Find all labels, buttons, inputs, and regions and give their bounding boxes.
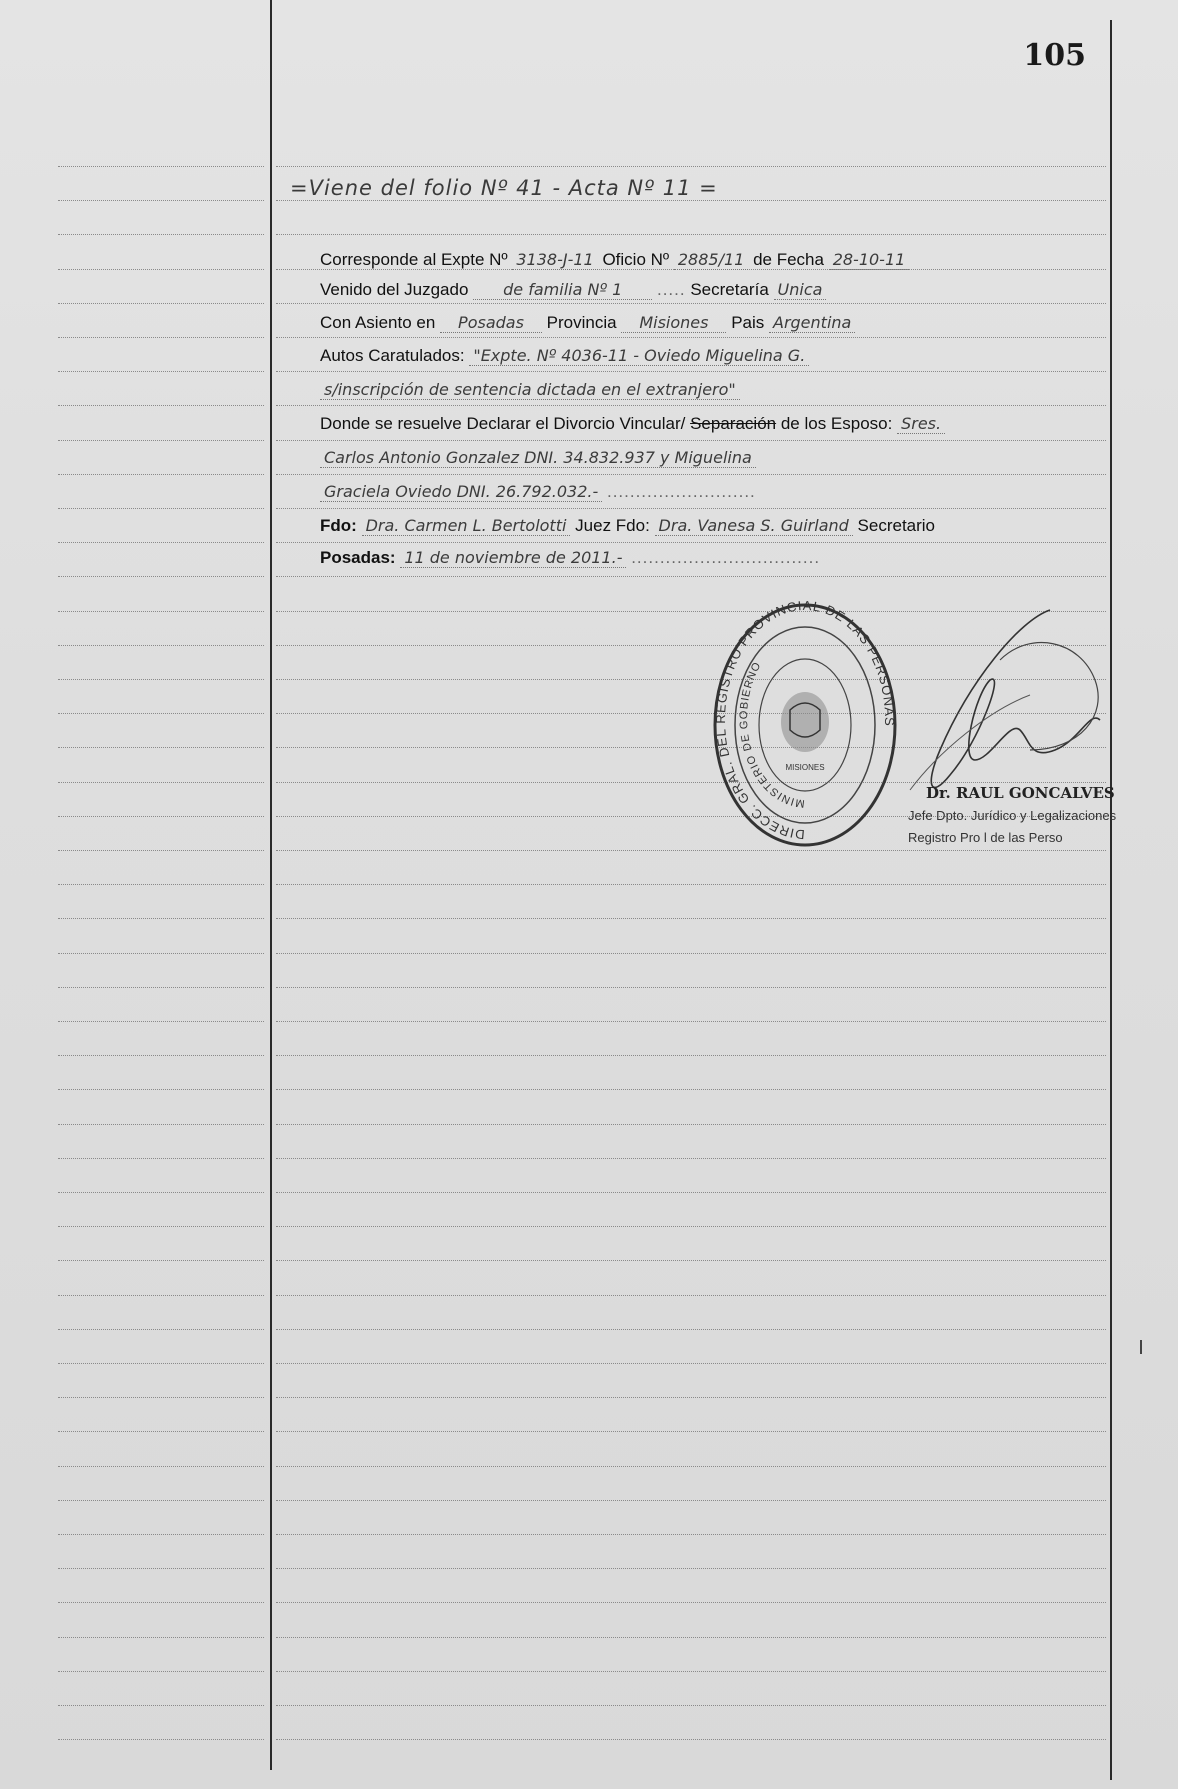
autos-line	[320, 346, 1060, 370]
main-rule-line	[276, 884, 1106, 885]
fdo-juez-value: Dra. Carmen L. Bertolotti	[362, 516, 571, 536]
left-rule-line	[58, 474, 264, 475]
left-rule-line	[58, 816, 264, 817]
left-rule-line	[58, 1158, 264, 1159]
main-rule-line	[276, 371, 1106, 372]
left-rule-line	[58, 953, 264, 954]
main-rule-line	[276, 1089, 1106, 1090]
secretaria-value: Unica	[774, 280, 827, 300]
donde-label: Donde se resuelve Declarar el Divorcio Vincular/	[320, 414, 686, 433]
esposos-value-2: Carlos Antonio Gonzalez DNI. 34.832.937 y Miguelina	[320, 448, 756, 468]
left-rule-line	[58, 1397, 264, 1398]
left-rule-line	[58, 1739, 264, 1740]
firmas-line	[320, 516, 1060, 540]
left-rule-line	[58, 1295, 264, 1296]
main-rule-line	[276, 987, 1106, 988]
left-rule-line	[58, 371, 264, 372]
fdo-secretario-value: Dra. Vanesa S. Guirland	[655, 516, 853, 536]
right-border-line	[1110, 20, 1112, 1780]
main-rule-line	[276, 1295, 1106, 1296]
left-rule-line	[58, 782, 264, 783]
stamp-center-text: MISIONES	[785, 763, 825, 772]
esposos-line-3: Graciela Oviedo DNI. 26.792.032.- ..........................	[320, 482, 1060, 506]
main-rule-line	[276, 1329, 1106, 1330]
oficio-value: 2885/11	[674, 250, 748, 270]
main-rule-line	[276, 953, 1106, 954]
left-rule-line	[58, 1021, 264, 1022]
left-rule-line	[58, 200, 264, 201]
autos-continuation-line	[320, 380, 1060, 404]
juzgado-value: de familia Nº 1	[473, 280, 652, 300]
left-rule-line	[58, 1055, 264, 1056]
main-rule-line	[276, 1363, 1106, 1364]
left-rule-line	[58, 440, 264, 441]
main-rule-line	[276, 850, 1106, 851]
main-rule-line	[276, 405, 1106, 406]
stamp-outer-text: DIRECC. GRAL. DEL REGISTRO PROVINCIAL DE LAS PERSONAS	[713, 600, 898, 843]
main-rule-line	[276, 1260, 1106, 1261]
secretario-label: Secretario	[857, 516, 936, 535]
esposos-line-2	[320, 448, 1060, 472]
main-rule-line	[276, 166, 1106, 167]
main-rule-line	[276, 1466, 1106, 1467]
main-rule-line	[276, 234, 1106, 235]
left-rule-line	[58, 747, 264, 748]
secretaria-label: Secretaría	[690, 280, 769, 299]
main-rule-line	[276, 1431, 1106, 1432]
expte-value: 3138-J-11	[512, 250, 597, 270]
asiento-value: Posadas	[440, 313, 542, 333]
fecha-value: 28-10-11	[829, 250, 910, 270]
provincia-label: Provincia	[546, 313, 617, 332]
esposos-value-3: Graciela Oviedo DNI. 26.792.032.-	[320, 482, 602, 502]
pais-label: Pais	[731, 313, 765, 332]
autos-value-1: "Expte. Nº 4036-11 - Oviedo Miguelina G.	[469, 346, 809, 366]
left-rule-line	[58, 850, 264, 851]
coat-of-arms-icon	[781, 692, 829, 752]
posadas-line: Posadas: 11 de noviembre de 2011.- .................................	[320, 548, 821, 567]
esposos-label: de los Esposo:	[780, 414, 893, 433]
left-rule-line	[58, 1124, 264, 1125]
signatory-registry: Registro Pro l de las Perso	[908, 830, 1063, 845]
main-rule-line	[276, 1055, 1106, 1056]
pais-value: Argentina	[769, 313, 855, 333]
main-rule-line	[276, 1500, 1106, 1501]
left-rule-line	[58, 987, 264, 988]
left-rule-line	[58, 645, 264, 646]
posadas-label: Posadas:	[320, 548, 396, 567]
left-rule-line	[58, 234, 264, 235]
left-rule-line	[58, 1466, 264, 1467]
left-rule-line	[58, 679, 264, 680]
main-rule-line	[276, 1021, 1106, 1022]
main-rule-line	[276, 1671, 1106, 1672]
main-rule-line	[276, 1192, 1106, 1193]
left-rule-line	[58, 1363, 264, 1364]
official-stamp	[710, 600, 900, 850]
main-rule-line	[276, 1226, 1106, 1227]
signatory-name: Dr. RAUL GONCALVES	[926, 784, 1115, 802]
left-rule-line	[58, 337, 264, 338]
main-rule-line	[276, 508, 1106, 509]
main-rule-line	[276, 1534, 1106, 1535]
main-rule-line	[276, 576, 1106, 577]
main-rule-line	[276, 1568, 1106, 1569]
signatory-title: Jefe Dpto. Jurídico y Legalizaciones	[908, 808, 1117, 823]
autos-label: Autos Caratulados:	[320, 346, 465, 365]
oficio-label: Oficio Nº	[602, 250, 670, 269]
left-rule-line	[58, 1534, 264, 1535]
fecha-label: de Fecha	[753, 250, 824, 269]
donde-line	[320, 414, 1060, 438]
left-rule-line	[58, 1192, 264, 1193]
main-rule-line	[276, 440, 1106, 441]
expediente-line	[320, 250, 1060, 274]
main-rule-line	[276, 918, 1106, 919]
left-rule-line	[58, 303, 264, 304]
left-rule-line	[58, 508, 264, 509]
left-rule-line	[58, 1705, 264, 1706]
left-rule-line	[58, 1500, 264, 1501]
main-rule-line	[276, 337, 1106, 338]
left-rule-line	[58, 918, 264, 919]
left-rule-line	[58, 269, 264, 270]
left-rule-line	[58, 884, 264, 885]
asiento-label: Con Asiento en	[320, 313, 436, 332]
main-rule-line	[276, 1602, 1106, 1603]
juzgado-line: Venido del Juzgado de familia Nº 1 ..... Secretaría Unica	[320, 280, 1060, 304]
left-rule-line	[58, 1089, 264, 1090]
main-rule-line	[276, 474, 1106, 475]
edge-mark	[1140, 1340, 1142, 1354]
main-rule-line	[276, 1739, 1106, 1740]
asiento-line	[320, 313, 1060, 337]
fdo-label: Fdo:	[320, 516, 357, 535]
provincia-value: Misiones	[621, 313, 726, 333]
left-rule-line	[58, 1329, 264, 1330]
margin-divider-line	[270, 0, 272, 1770]
main-rule-line	[276, 1124, 1106, 1125]
left-rule-line	[58, 405, 264, 406]
main-rule-line	[276, 1705, 1106, 1706]
main-rule-line	[276, 1397, 1106, 1398]
posadas-value: 11 de noviembre de 2011.-	[400, 548, 626, 568]
left-rule-line	[58, 1671, 264, 1672]
left-rule-line	[58, 576, 264, 577]
handwritten-signature	[880, 600, 1120, 800]
left-rule-line	[58, 1637, 264, 1638]
left-rule-line	[58, 1260, 264, 1261]
left-rule-line	[58, 713, 264, 714]
handwritten-header: =Viene del folio Nº 41 - Acta Nº 11 =	[290, 176, 718, 200]
esposos-value-1: Sres.	[897, 414, 945, 434]
page-number: 105	[1023, 38, 1086, 73]
left-rule-line	[58, 611, 264, 612]
left-rule-line	[58, 1431, 264, 1432]
main-rule-line	[276, 1158, 1106, 1159]
juez-label: Juez Fdo:	[575, 516, 650, 535]
left-rule-line	[58, 1226, 264, 1227]
main-rule-line	[276, 200, 1106, 201]
left-rule-line	[58, 542, 264, 543]
juzgado-label: Venido del Juzgado	[320, 280, 469, 299]
stamp-inner-text: MINISTERIO DE GOBIERNO	[737, 659, 806, 810]
separacion-struck: Separación	[690, 414, 777, 433]
main-rule-line	[276, 542, 1106, 543]
autos-value-2: s/inscripción de sentencia dictada en el extranjero"	[320, 380, 740, 400]
expte-label: Corresponde al Expte Nº	[320, 250, 508, 269]
left-rule-line	[58, 166, 264, 167]
left-rule-line	[58, 1568, 264, 1569]
main-rule-line	[276, 1637, 1106, 1638]
left-rule-line	[58, 1602, 264, 1603]
